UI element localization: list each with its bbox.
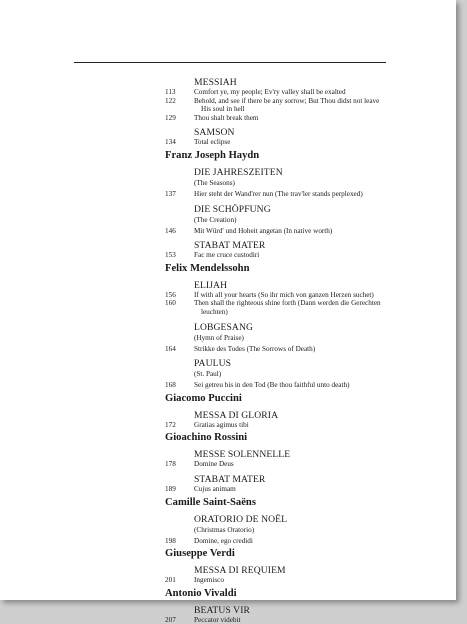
entry-text — [194, 251, 435, 260]
page-number: 134 — [165, 138, 176, 147]
entry-text — [194, 381, 435, 390]
toc-entry — [165, 251, 435, 260]
toc-entry — [165, 616, 435, 624]
work-title: MESSA DI REQUIEM — [194, 565, 286, 577]
entry-text — [194, 485, 435, 494]
work-title: LOBGESANG — [194, 321, 253, 333]
toc-entry — [165, 421, 435, 430]
composer-section — [165, 150, 435, 260]
work-title: MESSA DI GLORIA — [194, 409, 279, 421]
work-title: ORATORIO DE NOËL — [194, 513, 288, 525]
entry-title: Behold, and see if there be any sorrow; But Thou didst not leave — [194, 96, 380, 105]
work-title: DIE SCHÖPFUNG — [194, 203, 271, 215]
entry-text — [194, 291, 435, 300]
entry-title: Total eclipse — [194, 138, 231, 147]
entry-title: If with all your hearts (So ihr mich von ganzen Herzen suchet) — [194, 290, 374, 299]
page-number: 207 — [165, 615, 176, 624]
page-number: 129 — [165, 113, 176, 122]
page-number: 168 — [165, 381, 176, 390]
composer-section — [165, 548, 435, 585]
composer-section — [165, 588, 435, 624]
entry-text — [194, 138, 435, 147]
toc-entry — [165, 485, 435, 494]
work-entry — [165, 449, 435, 469]
page-number: 137 — [165, 189, 176, 198]
work-subtitle: (Hymn of Praise) — [194, 333, 244, 342]
work-entry — [165, 358, 435, 390]
page-number: 122 — [165, 96, 176, 105]
toc-entry — [165, 381, 435, 390]
work-title: ELIJAH — [194, 279, 228, 291]
page-number: 153 — [165, 251, 176, 260]
toc-entry — [165, 97, 435, 114]
page-number: 201 — [165, 576, 176, 585]
entry-text — [194, 299, 435, 316]
entry-title: Ingemisco — [194, 576, 224, 585]
composer-section — [165, 77, 435, 147]
composer-name: Camille Saint-Saëns — [165, 496, 256, 508]
toc-entry — [165, 291, 435, 300]
work-entry — [165, 167, 435, 199]
composer-name: Antonio Vivaldi — [165, 587, 237, 599]
work-entry — [165, 474, 435, 494]
entry-title: Gratias agimus tibi — [194, 420, 249, 429]
work-entry — [165, 127, 435, 147]
entry-title: Hier steht der Wand'rer nun (The trav'ler stands perplexed) — [194, 189, 363, 198]
work-subtitle: (Christmas Oratorio) — [194, 525, 255, 534]
toc-entry — [165, 460, 435, 469]
entry-title: Domine Deus — [194, 460, 234, 469]
entry-title: Thou shalt break them — [194, 113, 259, 122]
work-entry — [165, 565, 435, 585]
composer-section — [165, 263, 435, 390]
entry-title: Domine, ego credidi — [194, 536, 253, 545]
work-entry — [165, 204, 435, 236]
entry-text — [194, 616, 435, 624]
page-number: 160 — [165, 299, 176, 308]
toc-entry — [165, 227, 435, 236]
composer-name: Giacomo Puccini — [165, 392, 242, 404]
work-subtitle: (The Seasons) — [194, 178, 235, 187]
page-number: 178 — [165, 460, 176, 469]
work-subtitle: (The Creation) — [194, 215, 237, 224]
composer-name: Giuseppe Verdi — [165, 548, 235, 560]
page-number: 113 — [165, 88, 176, 96]
toc-entry — [165, 345, 435, 354]
entry-text — [194, 345, 435, 354]
composer-section — [165, 393, 435, 430]
work-title: STABAT MATER — [194, 240, 266, 252]
entry-text — [194, 190, 435, 199]
page-number: 198 — [165, 536, 176, 545]
toc-entry — [165, 190, 435, 199]
entry-text — [194, 97, 435, 114]
toc-entry — [165, 576, 435, 585]
toc-entry — [165, 537, 435, 546]
work-title: MESSE SOLENNELLE — [194, 449, 291, 461]
header-rule — [74, 62, 386, 63]
entry-title-continued: leuchten) — [201, 307, 228, 316]
entry-title: Then shall the righteous shine forth (Dann werden die Gerechten — [194, 299, 381, 308]
work-title: MESSIAH — [194, 77, 237, 88]
entry-text — [194, 421, 435, 430]
work-title: STABAT MATER — [194, 473, 266, 485]
work-entry — [165, 77, 435, 122]
composer-section — [165, 432, 435, 493]
page-number: 164 — [165, 344, 176, 353]
table-of-contents — [165, 76, 435, 624]
entry-text — [194, 537, 435, 546]
work-subtitle: (St. Paul) — [194, 370, 222, 379]
page-number: 172 — [165, 420, 176, 429]
page-number: 146 — [165, 226, 176, 235]
composer-name: Franz Joseph Haydn — [165, 149, 260, 161]
entry-title: Strikke des Todes (The Sorrows of Death) — [194, 344, 316, 353]
entry-text — [194, 460, 435, 469]
page-number: 189 — [165, 484, 176, 493]
composer-name: Felix Mendelssohn — [165, 262, 250, 274]
entry-title-continued: His soul in hell — [201, 105, 245, 114]
work-entry — [165, 280, 435, 317]
entry-text — [194, 227, 435, 236]
work-title: PAULUS — [194, 358, 232, 370]
composer-section — [165, 497, 435, 546]
toc-entry — [165, 88, 435, 97]
entry-title: Peccator videbit — [194, 615, 241, 624]
toc-entry — [165, 114, 435, 123]
toc-entry — [165, 138, 435, 147]
page-number: 156 — [165, 290, 176, 299]
toc-entry — [165, 299, 435, 316]
entry-title: Fac me cruce custodiri — [194, 251, 260, 260]
entry-title: Sei getreu bis in den Tod (Be thou faithful unto death) — [194, 381, 350, 390]
work-title: BEATUS VIR — [194, 604, 250, 616]
work-entry — [165, 410, 435, 430]
composer-name: Gioachino Rossini — [165, 432, 248, 444]
work-title: DIE JAHRESZEITEN — [194, 166, 283, 178]
entry-title: Cujus animam — [194, 484, 236, 493]
work-entry — [165, 322, 435, 354]
entry-text — [194, 88, 435, 97]
entry-text — [194, 576, 435, 585]
entry-title: Mit Würd' und Hoheit angetan (In native worth) — [194, 226, 333, 235]
work-entry — [165, 605, 435, 624]
entry-text — [194, 114, 435, 123]
work-entry — [165, 514, 435, 546]
entry-title: Comfort ye, my people; Ev'ry valley shall be exalted — [194, 88, 346, 96]
work-entry — [165, 240, 435, 260]
work-title: SAMSON — [194, 127, 235, 139]
